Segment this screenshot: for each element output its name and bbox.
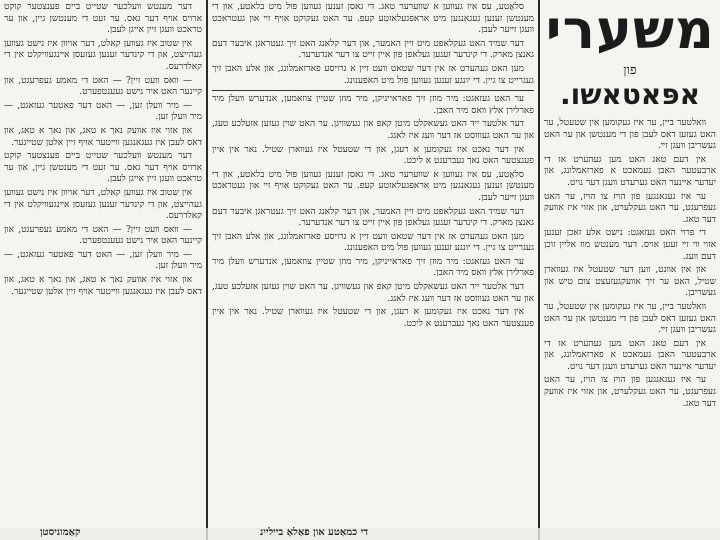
paragraph: אין דער נאכט איז געקומען א רעגן, און די שטעטל איז געװארן שטיל. נאר אין איין פענצטער האט נאך געברענט א ליכט. (212, 144, 534, 167)
paragraph: — מיר װעלן זען, — האט דער פאטער געזאגט, — מיר װעלן זען. (4, 249, 202, 272)
paragraph: ער האט געזאגט: מיר מוזן זיך פאראייניקן, מיר מוזן שטיין צוזאמען, אנדערש װעלן מיר פארלירן אלץ װאס מיר האבן. (212, 256, 534, 279)
left-column-text (4, 2, 202, 298)
article-author: אפּאטאשו. (559, 78, 701, 111)
paragraph: דער שמיד האט געקלאפט מיט זיין האמער, און דער קלאנג האט זיך געטראגן איבער דעם גאנצן מארק. די קינדער זענען געלאפן פון איין זייט צו דער אנדערער. (212, 38, 534, 61)
paragraph: סלאָטע, עס איז געװען א שװערער טאג. די גאסן זענען געװען פול מיט בלאטע, און די מענטשן זענען געגאנגען מיט אראפגעלאזטע קעפ. ער האט געקוקט אויף זײ און געטראכט װעגן זײער לעבן. (212, 169, 534, 203)
byline-prefix: פון (623, 63, 637, 78)
paragraph: אין דעם טאג האט מען געהערט אז די ארבעטער האבן געמאכט א פארזאמלונג, און יעדער איינער האט גערעדט װעגן דער נויט. (544, 154, 716, 188)
paragraph: דער אלטער ייד האט געשאקלט מיטן קאפ און געשװיגן. ער האט שוין געזען אזעלכע טעג, און ער האט געװוסט אז דער װעג איז לאנג. (212, 282, 534, 304)
right-column (540, 0, 720, 540)
paragraph: אין דער נאכט איז געקומען א רעגן, און די שטעטל איז געװארן שטיל. נאר אין איין פענצטער האט נאך געברענט א ליכט. (212, 307, 534, 329)
middle-column-text (212, 2, 534, 330)
paragraph: װאלטער ביין, ער איז געקומען אין שטעטל, ער האט געזען דאס לעבן פון די מענטשן און ער האט געשריבן װעגן זײ. (544, 301, 716, 336)
paragraph: סלאָטע, עס איז געװען א שװערער טאג. די גאסן זענען געװען פול מיט בלאטע, און די מענטשן זענען געגאנגען מיט אראפגעלאזטע קעפ. ער האט געקוקט אויף זײ און געטראכט װעגן זײער לעבן. (212, 2, 534, 36)
paragraph: ער האט געזאגט: מיר מוזן זיך פאראייניקן, מיר מוזן שטיין צוזאמען, אנדערש װעלן מיר פארלירן אלץ װאס מיר האבן. (212, 94, 534, 116)
paragraph: און אזוי איז אװעק נאך א טאג, און נאך א טאג, און דאס לעבן איז געגאנגען װײטער אויף זיין אלטן שטייגער. (4, 275, 202, 297)
paragraph: — מיר װעלן זען, — האט דער פאטער געזאגט, — מיר װעלן זען. (4, 100, 202, 123)
paragraph: ער איז געגאנגען פון הויז צו הויז, ער האט געפרעגט, ער האט געקלערט, און אזוי איז אװעק דער טאג. (544, 375, 716, 409)
right-column-text (544, 118, 716, 410)
article-headline: ּמשערי (545, 0, 716, 61)
paragraph: — װאס װעט זיין? — האט די מאמע געפרעגט, און קיינער האט איר נישט געענטפערט. (4, 224, 202, 247)
paragraph: דער מענטש װעלכער שטייט ביים פענצטער קוקט ארויס אויף דער גאס. ער זעט די מענטשן גיין, און ער טראכט װעגן זיין אייגן לעבן. (4, 2, 202, 36)
paragraph: — װאס װעט זיין? — האט די מאמע געפרעגט, און קיינער האט איר נישט געענטפערט. (4, 75, 202, 98)
left-column (0, 0, 206, 540)
paragraph: די פרוי האט געזאגט: נישט אלע זאכן זענען אזוי װי זײ זעען אויס. דער מענטש מוז אליין זוכן דעם װעג. (544, 228, 716, 262)
paragraph: מען האט געהערט אז אין דער שטאט װעט זיין א גרויסע פארזאמלונג, און אלע האבן זיך געגרייט צו גיין. די יונגע זענען געװען פול מיט האפענונג. (212, 231, 534, 254)
paragraph: אין שטוב איז געװען קאלט, דער אויװן איז נישט געװען געהייצט, און די קינדער זענען געזעסן אײנגעװיקלט אין די קאלדרעס. (4, 38, 202, 72)
paragraph: װאלטער ביין, ער איז געקומען אין שטעטל, ער האט געזען דאס לעבן פון די מענטשן און ער האט געשריבן װעגן זײ. (544, 118, 716, 152)
paragraph: מען האט געהערט אז אין דער שטאט װעט זיין א גרויסע פארזאמלונג, און אלע האבן זיך געגרייט צו גיין. די יונגע זענען געװען פול מיט האפענונג. (212, 63, 534, 86)
footer-text-mid: די כמאַטע און פאַלאַ בייליינ (260, 527, 369, 538)
section-divider (212, 90, 534, 91)
paragraph: און אזוי איז אװעק נאך א טאג, און נאך א טאג, און דאס לעבן איז געגאנגען װײטער אויף זיין אלטן שטייגער. (4, 125, 202, 148)
paragraph: דער מענטש װעלכער שטייט ביים פענצטער קוקט ארויס אויף דער גאס. ער זעט די מענטשן גיין, און ער טראכט װעגן זיין אייגן לעבן. (4, 151, 202, 185)
paragraph: דער אלטער ייד האט געשאקלט מיטן קאפ און געשװיגן. ער האט שוין געזען אזעלכע טעג, און ער האט געװוסט אז דער װעג איז לאנג. (212, 119, 534, 141)
paragraph: אין שטוב איז געװען קאלט, דער אויװן איז נישט געװען געהייצט, און די קינדער זענען געזעסן אײנגעװיקלט אין די קאלדרעס. (4, 187, 202, 222)
paragraph: אין דעם טאג האט מען געהערט אז די ארבעטער האבן געמאכט א פארזאמלונג, און יעדער איינער האט גערעדט װעגן דער נויט. (544, 338, 716, 372)
paragraph: דער שמיד האט געקלאפט מיט זיין האמער, און דער קלאנג האט זיך געטראגן איבער דעם גאנצן מארק. די קינדער זענען געלאפן פון איין זייט צו דער אנדערער. (212, 206, 534, 229)
middle-column (208, 0, 538, 540)
paragraph: און אין אװנט, װען דער שטעטל איז געװארן שטיל, האט ער זיך אװעקגעזעצט צום טיש און געשריבן. (544, 265, 716, 299)
paragraph: ער איז געגאנגען פון הויז צו הויז, ער האט געפרעגט, ער האט געקלערט, און אזוי איז אװעק דער טאג. (544, 191, 716, 225)
footer-text-left: קאַמוניסטן (40, 527, 81, 538)
